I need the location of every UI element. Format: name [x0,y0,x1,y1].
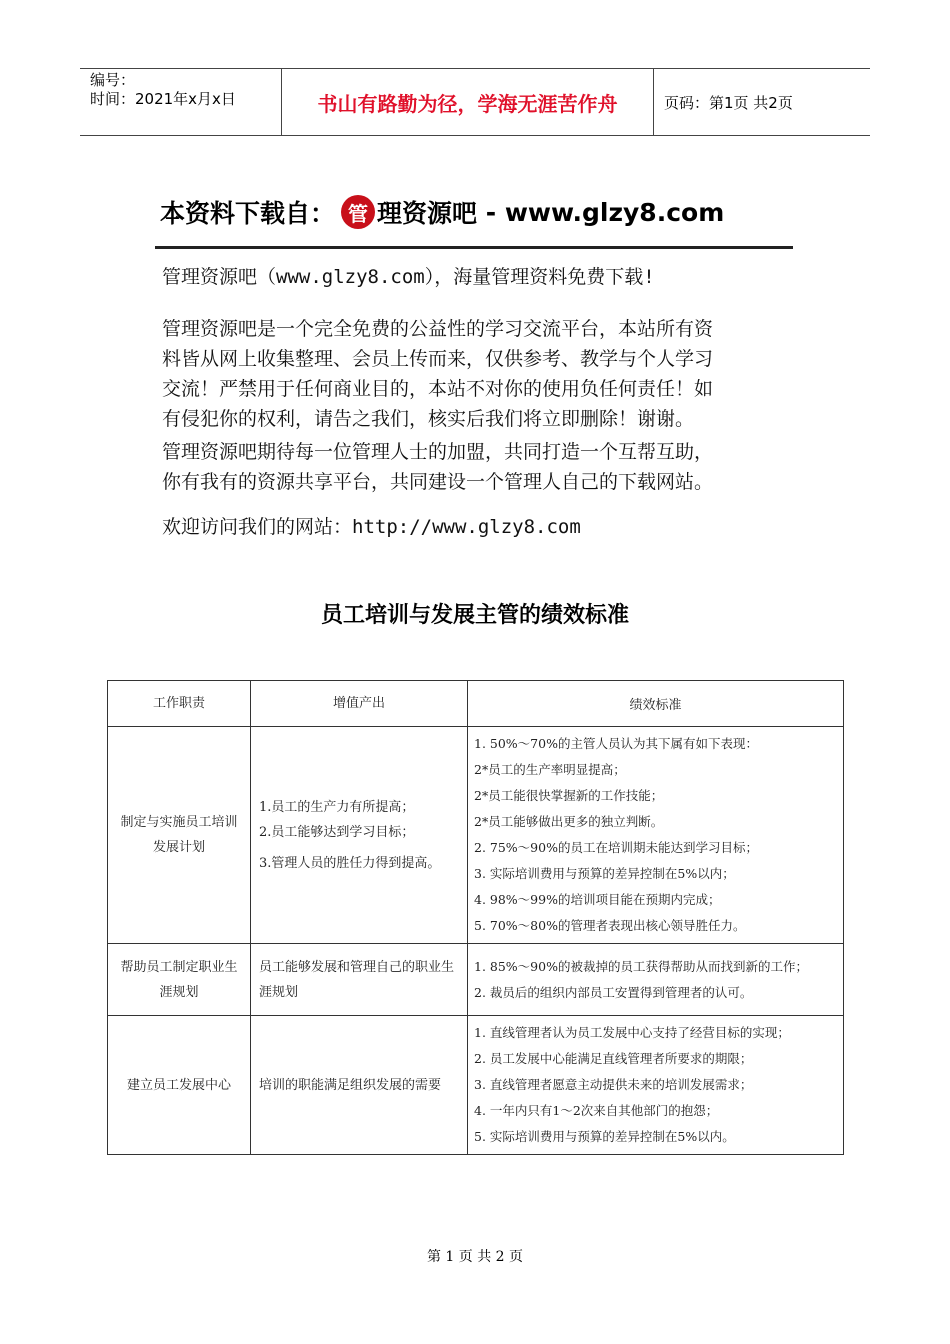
col-header-output: 增值产出 [251,681,468,727]
table-header-row [108,681,844,727]
header-time: 时间：2021年x月x日 [90,90,236,108]
intro-paragraph-2: 管理资源吧是一个完全免费的公益性的学习交流平台，本站所有资 料皆从网上收集整理、会员上传而来，仅供参考、教学与个人学习 交流！严禁用于任何商业目的，本站不对你的使用负任何责任！如 有侵犯你的权利，请告之我们，核实后我们将立即删除！谢谢。 [162,318,714,430]
banner-site-name: 理资源吧 [377,199,478,228]
intro-paragraph-4: 欢迎访问我们的网站：http://www.glzy8.com [162,516,581,538]
standards-cell: 1. 50%～70%的主管人员认为其下属有如下表现： 2*员工的生产率明显提高； 2*员工能很快掌握新的工作技能； 2*员工能够做出更多的独立判断。 2. 75%～90%的员工在培训期未能达到学习目标； 3. 实际培训费用与预算的差异控制在5%以内； 4. 98%～99%的培训项目能在预期内完成； 5. 70%～80%的管理者表现出核心领导胜任力。 [468,727,844,944]
page-footer: 第 1 页 共 2 页 [426,1249,524,1265]
output-cell: 1.员工的生产力有所提高； 2.员工能够达到学习目标； 3.管理人员的胜任力得到提高。 [251,727,468,944]
output-cell: 员工能够发展和管理自己的职业生涯规划 [251,944,468,1016]
output-cell: 培训的职能满足组织发展的需要 [251,1016,468,1155]
table-row [108,944,844,1016]
intro-paragraph-1: 管理资源吧（www.glzy8.com），海量管理资料免费下载! [162,266,655,288]
duty-cell: 建立员工发展中心 [108,1016,251,1155]
col-header-standard: 绩效标准 [468,681,844,727]
col-header-duty: 工作职责 [108,681,251,727]
document-title: 员工培训与发展主管的绩效标准 [320,603,629,628]
duty-cell: 帮助员工制定职业生涯规划 [108,944,251,1016]
intro-paragraph-3: 管理资源吧期待每一位管理人士的加盟，共同打造一个互帮互助， 你有我有的资源共享平台，共同建设一个管理人自己的下载网站。 [162,441,714,493]
banner-url: - www.glzy8.com [477,197,725,227]
document-header [80,68,870,136]
header-meta [80,69,282,135]
header-motto: 书山有路勤为径，学海无涯苦作舟 [282,69,654,135]
standards-cell: 1. 直线管理者认为员工发展中心支持了经营目标的实现； 2. 员工发展中心能满足直线管理者所要求的期限； 3. 直线管理者愿意主动提供未来的培训发展需求； 4. 一年内只有1～2次来自其他部门的抱怨； 5. 实际培训费用与预算的差异控制在5%以内。 [468,1016,844,1155]
table-row [108,727,844,944]
standards-cell: 1. 85%～90%的被裁掉的员工获得帮助从而找到新的工作； 2. 裁员后的组织内部员工安置得到管理者的认可。 [468,944,844,1016]
banner-divider [155,246,793,249]
performance-table [107,680,844,1155]
banner-prefix: 本资料下载自： [160,199,336,228]
header-page-info: 页码：第1页 共2页 [664,93,793,112]
site-logo-badge: 管 [341,195,375,229]
table-row [108,1016,844,1155]
download-banner [160,190,794,234]
header-number: 编号： [90,71,136,89]
duty-cell: 制定与实施员工培训发展计划 [108,727,251,944]
